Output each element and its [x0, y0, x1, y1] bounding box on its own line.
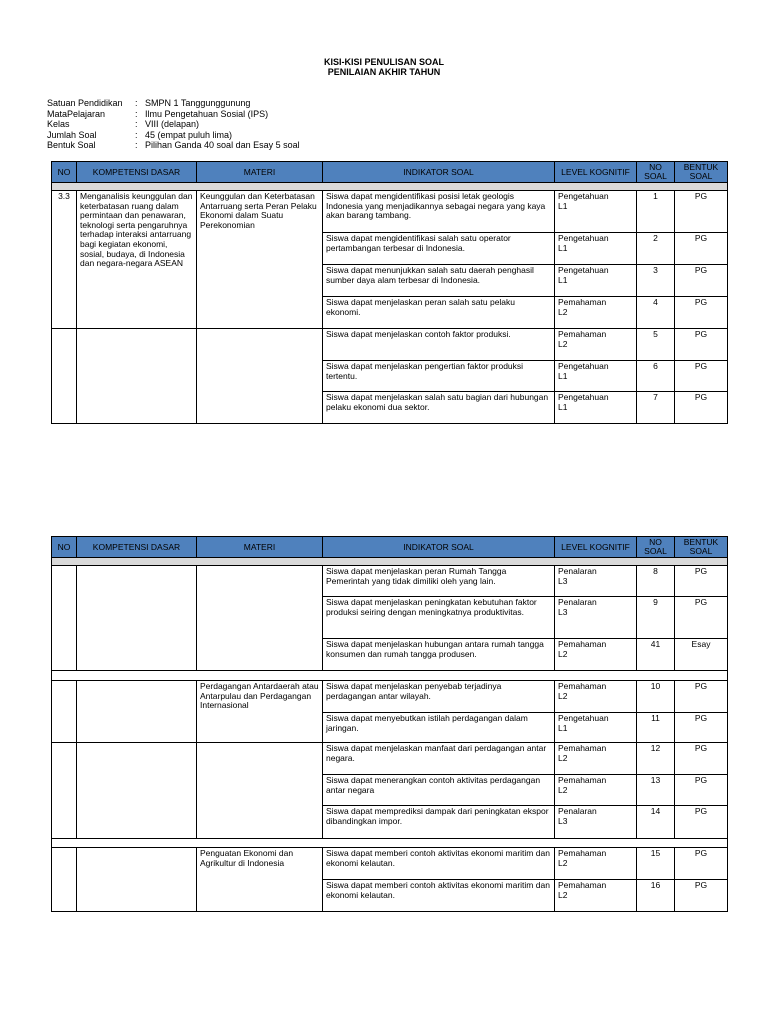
bentuk-soal-cell: PG	[675, 233, 728, 265]
level-cell: Pengetahuan L1	[555, 233, 637, 265]
level-cell: Pemahaman L2	[555, 848, 637, 880]
no-soal-cell: 15	[637, 848, 675, 880]
level-cell: Pengetahuan L1	[555, 361, 637, 392]
meta-row: Kelas : VIII (delapan)	[47, 119, 200, 129]
no-soal-cell: 10	[637, 681, 675, 713]
indikator-cell: Siswa dapat menjelaskan contoh faktor produksi.	[323, 329, 555, 361]
kisi-kisi-table-1	[51, 161, 728, 424]
empty-kd-cell	[77, 566, 197, 671]
spacer-row	[52, 558, 728, 566]
spacer-row	[52, 671, 728, 681]
no-soal-cell: 7	[637, 392, 675, 424]
level-cell: Pengetahuan L1	[555, 713, 637, 743]
level-cell: Pengetahuan L1	[555, 265, 637, 297]
header-level-kognitif: LEVEL KOGNITIF	[555, 537, 637, 558]
indikator-cell: Siswa dapat memberi contoh aktivitas ekonomi maritim dan ekonomi kelautan.	[323, 848, 555, 880]
empty-no-cell	[52, 743, 77, 839]
level-cell: Pemahaman L2	[555, 681, 637, 713]
level-cell: Penalaran L3	[555, 566, 637, 597]
bentuk-soal-cell: PG	[675, 297, 728, 329]
table-row	[52, 329, 728, 361]
indikator-cell: Siswa dapat menjelaskan penyebab terjadinya perdagangan antar wilayah.	[323, 681, 555, 713]
level-cell: Pemahaman L2	[555, 639, 637, 671]
table-header-row	[52, 162, 728, 183]
kompetensi-dasar-cell: Menganalisis keunggulan dan keterbatasan ruang dalam permintaan dan penawaran, teknologi serta pengaruhnya terhadap interaksi antarruang bagi kegiatan ekonomi, sosial, budaya, di Indonesia dan negara-negara ASEAN	[77, 191, 197, 329]
empty-kd-cell	[77, 743, 197, 839]
header-indikator-soal: INDIKATOR SOAL	[323, 162, 555, 183]
level-cell: Pemahaman L2	[555, 329, 637, 361]
bentuk-soal-cell: PG	[675, 597, 728, 639]
meta-row: MataPelajaran : Ilmu Pengetahuan Sosial (IPS)	[47, 108, 269, 119]
bentuk-soal-cell: PG	[675, 880, 728, 912]
level-cell: Pemahaman L2	[555, 743, 637, 775]
indikator-cell: Siswa dapat menjelaskan peningkatan kebutuhan faktor produksi seiring dengan meningkatnya produktivitas.	[323, 597, 555, 639]
indikator-cell: Siswa dapat memberi contoh aktivitas ekonomi maritim dan ekonomi kelautan.	[323, 880, 555, 912]
no-soal-cell: 5	[637, 329, 675, 361]
indikator-cell: Siswa dapat memprediksi dampak dari peningkatan ekspor dibandingkan impor.	[323, 806, 555, 839]
indikator-cell: Siswa dapat menjelaskan peran salah satu pelaku ekonomi.	[323, 297, 555, 329]
empty-kd-cell	[77, 681, 197, 743]
level-cell: Pengetahuan L1	[555, 191, 637, 233]
meta-value: 45 (empat puluh lima)	[145, 129, 233, 140]
empty-kd-cell	[77, 848, 197, 912]
no-soal-cell: 12	[637, 743, 675, 775]
no-soal-cell: 11	[637, 713, 675, 743]
header-no: NO	[52, 537, 77, 558]
empty-no-cell	[52, 681, 77, 743]
table-row	[52, 566, 728, 597]
table-row	[52, 191, 728, 233]
indikator-cell: Siswa dapat menunjukkan salah satu daerah penghasil sumber daya alam terbesar di Indonesia.	[323, 265, 555, 297]
level-cell: Pengetahuan L1	[555, 392, 637, 424]
meta-value: SMPN 1 Tanggunggunung	[145, 98, 251, 108]
indikator-cell: Siswa dapat menjelaskan hubungan antara rumah tangga konsumen dan rumah tangga produsen.	[323, 639, 555, 671]
materi-cell: Perdagangan Antardaerah atau Antarpulau dan Perdagangan Internasional	[197, 681, 323, 743]
indikator-cell: Siswa dapat menjelaskan salah satu bagian dari hubungan pelaku ekonomi dua sektor.	[323, 392, 555, 424]
level-cell: Pemahaman L2	[555, 297, 637, 329]
no-soal-cell: 9	[637, 597, 675, 639]
meta-label: Bentuk Soal	[47, 140, 96, 150]
header-no-soal: NO SOAL	[637, 537, 675, 558]
meta-label: Kelas	[47, 119, 70, 129]
empty-kd-cell	[77, 329, 197, 424]
meta-label: Jumlah Soal	[47, 129, 97, 140]
table-row	[52, 743, 728, 775]
no-soal-cell: 2	[637, 233, 675, 265]
level-cell: Penalaran L3	[555, 806, 637, 839]
indikator-cell: Siswa dapat menjelaskan manfaat dari perdagangan antar negara.	[323, 743, 555, 775]
header-materi: MATERI	[197, 537, 323, 558]
bentuk-soal-cell: PG	[675, 848, 728, 880]
empty-materi-cell	[197, 566, 323, 671]
table-row	[52, 681, 728, 713]
bentuk-soal-cell: PG	[675, 681, 728, 713]
no-soal-cell: 13	[637, 775, 675, 806]
empty-no-cell	[52, 329, 77, 424]
bentuk-soal-cell: PG	[675, 361, 728, 392]
bentuk-soal-cell: PG	[675, 329, 728, 361]
header-indikator-soal: INDIKATOR SOAL	[323, 537, 555, 558]
header-level-kognitif: LEVEL KOGNITIF	[555, 162, 637, 183]
empty-no-cell	[52, 848, 77, 912]
meta-row: Jumlah Soal : 45 (empat puluh lima)	[47, 129, 233, 140]
empty-no-cell	[52, 566, 77, 671]
materi-cell: Penguatan Ekonomi dan Agrikultur di Indonesia	[197, 848, 323, 912]
no-soal-cell: 1	[637, 191, 675, 233]
level-cell: Penalaran L3	[555, 597, 637, 639]
bentuk-soal-cell: PG	[675, 806, 728, 839]
kisi-kisi-table-2	[51, 536, 728, 912]
header-bentuk-soal: BENTUK SOAL	[675, 537, 728, 558]
indikator-cell: Siswa dapat mengidentifikasi salah satu operator pertambangan terbesar di Indonesia.	[323, 233, 555, 265]
level-cell: Pemahaman L2	[555, 880, 637, 912]
meta-value: Pilihan Ganda 40 soal dan Esay 5 soal	[145, 140, 300, 150]
no-soal-cell: 3	[637, 265, 675, 297]
document-subtitle: PENILAIAN AKHIR TAHUN	[327, 67, 441, 77]
materi-cell: Keunggulan dan Keterbatasan Antarruang serta Peran Pelaku Ekonomi dalam Suatu Perekonomian	[197, 191, 323, 329]
document-title: KISI-KISI PENULISAN SOAL	[323, 57, 444, 67]
table-header-row	[52, 537, 728, 558]
meta-row: Satuan Pendidikan : SMPN 1 Tanggunggunung	[47, 98, 251, 108]
meta-label: MataPelajaran	[47, 108, 106, 119]
header-kompetensi-dasar: KOMPETENSI DASAR	[77, 537, 197, 558]
header-materi: MATERI	[197, 162, 323, 183]
no-soal-cell: 41	[637, 639, 675, 671]
no-soal-cell: 4	[637, 297, 675, 329]
level-cell: Pemahaman L2	[555, 775, 637, 806]
meta-row: Bentuk Soal : Pilihan Ganda 40 soal dan Esay 5 soal	[47, 140, 300, 150]
kd-number: 3.3	[52, 191, 77, 329]
header-bentuk-soal: BENTUK SOAL	[675, 162, 728, 183]
bentuk-soal-cell: PG	[675, 775, 728, 806]
spacer-row	[52, 839, 728, 848]
no-soal-cell: 14	[637, 806, 675, 839]
indikator-cell: Siswa dapat mengidentifikasi posisi letak geologis Indonesia yang menjadikannya sebagai negara yang kaya akan barang tambang.	[323, 191, 555, 233]
empty-materi-cell	[197, 329, 323, 424]
indikator-cell: Siswa dapat menjelaskan peran Rumah Tangga Pemerintah yang tidak dimiliki oleh yang lain.	[323, 566, 555, 597]
no-soal-cell: 16	[637, 880, 675, 912]
no-soal-cell: 6	[637, 361, 675, 392]
meta-value: Ilmu Pengetahuan Sosial (IPS)	[145, 108, 269, 119]
header-kompetensi-dasar: KOMPETENSI DASAR	[77, 162, 197, 183]
empty-materi-cell	[197, 743, 323, 839]
bentuk-soal-cell: PG	[675, 566, 728, 597]
document-meta	[47, 98, 300, 151]
table-row	[52, 848, 728, 880]
bentuk-soal-cell: PG	[675, 713, 728, 743]
meta-value: VIII (delapan)	[145, 119, 200, 129]
bentuk-soal-cell: Esay	[675, 639, 728, 671]
no-soal-cell: 8	[637, 566, 675, 597]
bentuk-soal-cell: PG	[675, 392, 728, 424]
bentuk-soal-cell: PG	[675, 265, 728, 297]
spacer-row	[52, 183, 728, 191]
bentuk-soal-cell: PG	[675, 191, 728, 233]
header-no-soal: NO SOAL	[637, 162, 675, 183]
header-no: NO	[52, 162, 77, 183]
bentuk-soal-cell: PG	[675, 743, 728, 775]
indikator-cell: Siswa dapat menerangkan contoh aktivitas perdagangan antar negara	[323, 775, 555, 806]
indikator-cell: Siswa dapat menjelaskan pengertian faktor produksi tertentu.	[323, 361, 555, 392]
meta-label: Satuan Pendidikan	[47, 98, 123, 108]
indikator-cell: Siswa dapat menyebutkan istilah perdagangan dalam jaringan.	[323, 713, 555, 743]
